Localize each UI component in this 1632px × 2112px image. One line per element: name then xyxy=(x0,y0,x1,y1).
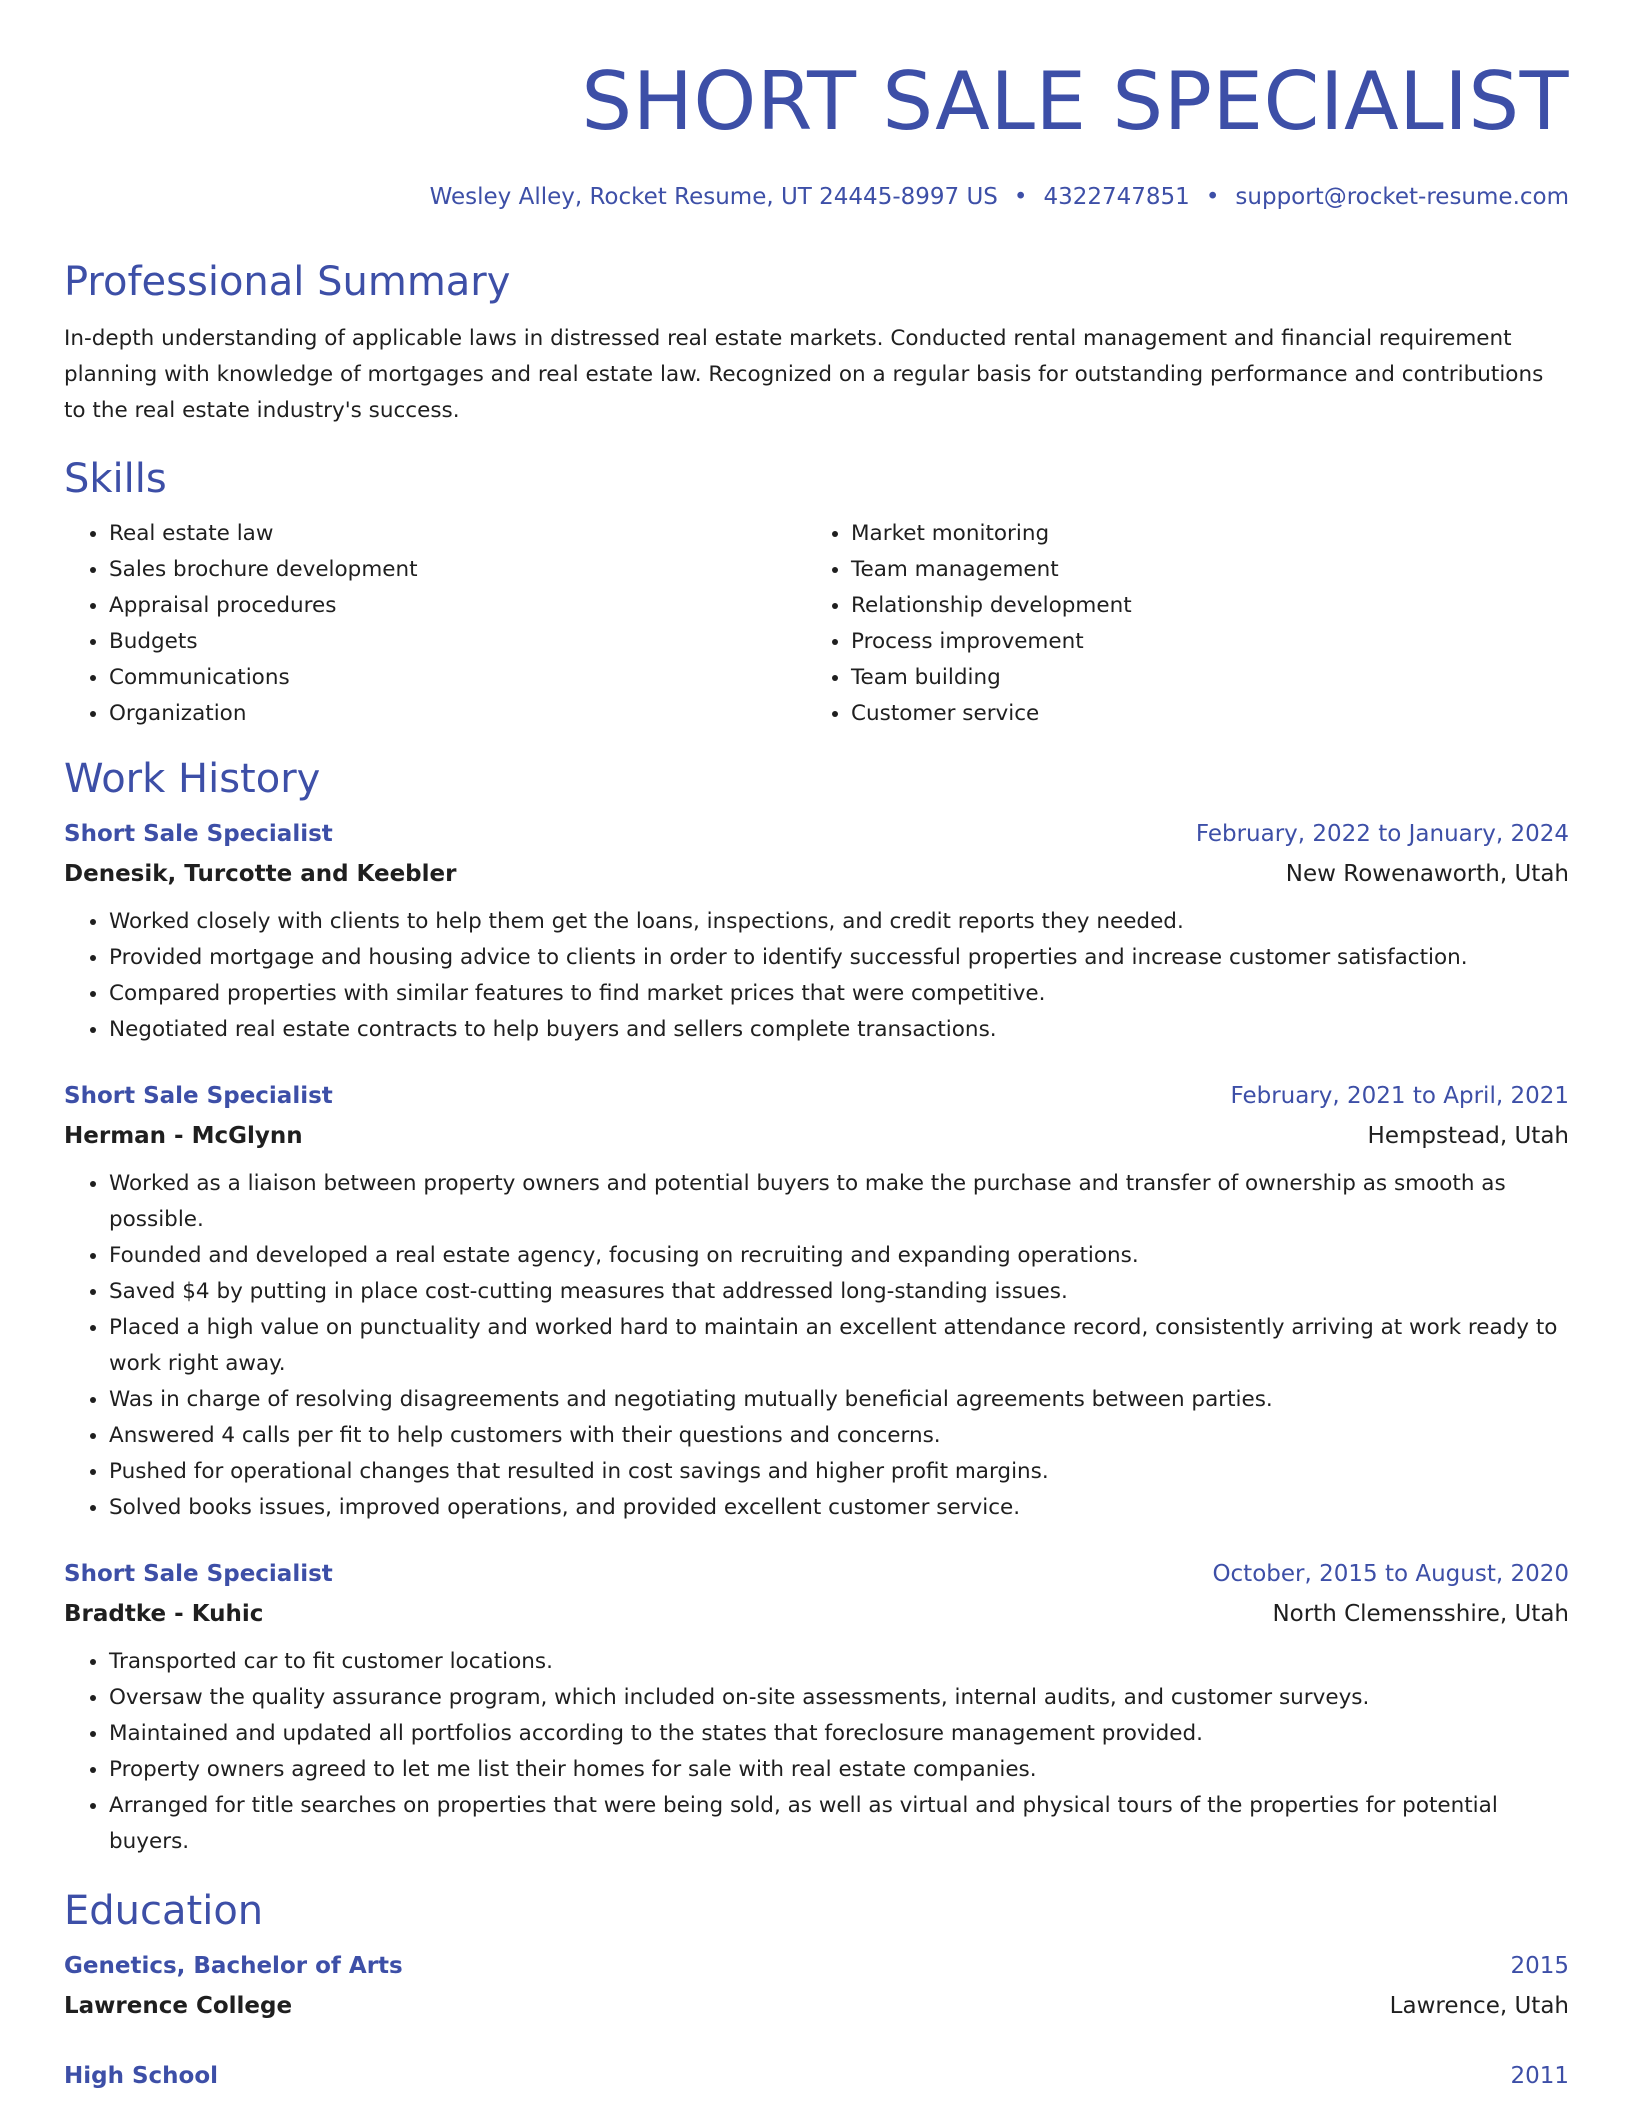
job-bullet: • Founded and developed a real estate agency, focusing on recruiting and expanding operations. xyxy=(109,1238,1569,1274)
education-year: 2015 xyxy=(1510,1953,1569,1979)
skills-heading: Skills xyxy=(64,456,167,502)
job-company: Herman - McGlynn xyxy=(64,1123,303,1149)
skill-item: • Real estate law xyxy=(109,516,806,552)
job-entry xyxy=(64,814,1569,1048)
education-heading: Education xyxy=(64,1888,264,1934)
job-bullet: • Worked closely with clients to help them get the loans, inspections, and credit reports they needed. xyxy=(109,904,1569,940)
skills-list xyxy=(64,516,1569,732)
job-entry xyxy=(64,1076,1569,1526)
contact-address: Wesley Alley, Rocket Resume, UT 24445-8997 US xyxy=(429,184,998,210)
job-bullets xyxy=(64,1166,1569,1526)
job-bullet: • Negotiated real estate contracts to help buyers and sellers complete transactions. xyxy=(109,1012,1569,1048)
job-role: Short Sale Specialist xyxy=(64,1083,333,1109)
job-bullet: • Was in charge of resolving disagreements and negotiating mutually beneficial agreements between parties. xyxy=(109,1382,1569,1418)
job-bullet: • Answered 4 calls per fit to help customers with their questions and concerns. xyxy=(109,1418,1569,1454)
job-bullet: • Oversaw the quality assurance program, which included on-site assessments, internal audits, and customer surveys. xyxy=(109,1680,1569,1716)
job-bullet: • Provided mortgage and housing advice to clients in order to identify successful properties and increase customer satisfaction. xyxy=(109,940,1569,976)
job-dates: February, 2021 to April, 2021 xyxy=(1230,1083,1569,1109)
job-location: New Rowenaworth, Utah xyxy=(1285,861,1569,887)
job-bullets xyxy=(64,904,1569,1048)
skills-column-right xyxy=(806,516,1548,732)
job-bullet: • Compared properties with similar features to find market prices that were competitive. xyxy=(109,976,1569,1012)
skill-item: • Organization xyxy=(109,696,806,732)
job-bullet: • Worked as a liaison between property owners and potential buyers to make the purchase and transfer of ownership as smooth as possible. xyxy=(109,1166,1569,1238)
job-dates: October, 2015 to August, 2020 xyxy=(1212,1561,1569,1587)
education-school: Lawrence College xyxy=(64,1993,293,2019)
job-bullet: • Arranged for title searches on properties that were being sold, as well as virtual and physical tours of the properties for potential buyers. xyxy=(109,1788,1569,1860)
skill-item: • Process improvement xyxy=(851,624,1548,660)
job-role: Short Sale Specialist xyxy=(64,1561,333,1587)
job-dates: February, 2022 to January, 2024 xyxy=(1195,821,1569,847)
job-subheader xyxy=(64,1116,1569,1156)
job-company: Bradtke - Kuhic xyxy=(64,1601,264,1627)
work-history-heading: Work History xyxy=(64,756,321,802)
job-bullet: • Property owners agreed to let me list their homes for sale with real estate companies. xyxy=(109,1752,1569,1788)
education-header xyxy=(64,2056,1569,2096)
skill-item: • Relationship development xyxy=(851,588,1548,624)
job-bullet: • Placed a high value on punctuality and worked hard to maintain an excellent attendance record, consistently arriving at work ready to work right away. xyxy=(109,1310,1569,1382)
job-location: Hempstead, Utah xyxy=(1367,1123,1569,1149)
job-entry xyxy=(64,1554,1569,1860)
skill-item: • Team building xyxy=(851,660,1548,696)
summary-heading: Professional Summary xyxy=(64,259,511,305)
contact-phone: 4322747851 xyxy=(1043,184,1190,210)
contact-separator: • xyxy=(1205,184,1220,210)
skill-item: • Sales brochure development xyxy=(109,552,806,588)
contact-separator: • xyxy=(1013,184,1028,210)
education-year: 2011 xyxy=(1510,2063,1569,2089)
job-bullet: • Pushed for operational changes that resulted in cost savings and higher profit margins. xyxy=(109,1454,1569,1490)
job-header xyxy=(64,1076,1569,1116)
job-header xyxy=(64,814,1569,854)
resume-title: SHORT SALE SPECIALIST xyxy=(581,55,1569,148)
skill-item: • Budgets xyxy=(109,624,806,660)
education-entry xyxy=(64,2056,1569,2096)
contact-email[interactable]: support@rocket-resume.com xyxy=(1235,184,1569,210)
education-entry xyxy=(64,1946,1569,2026)
job-role: Short Sale Specialist xyxy=(64,821,333,847)
job-bullet: • Saved $4 by putting in place cost-cutting measures that addressed long-standing issues. xyxy=(109,1274,1569,1310)
job-bullet: • Solved books issues, improved operations, and provided excellent customer service. xyxy=(109,1490,1569,1526)
resume-page xyxy=(64,0,1569,2096)
skill-item: • Communications xyxy=(109,660,806,696)
job-location: North Clemensshire, Utah xyxy=(1272,1601,1569,1627)
education-subheader xyxy=(64,1986,1569,2026)
education-degree: Genetics, Bachelor of Arts xyxy=(64,1953,403,1979)
skill-item: • Team management xyxy=(851,552,1548,588)
education-location: Lawrence, Utah xyxy=(1389,1993,1569,2019)
job-company: Denesik, Turcotte and Keebler xyxy=(64,861,457,887)
job-subheader xyxy=(64,854,1569,894)
skill-item: • Customer service xyxy=(851,696,1548,732)
education-header xyxy=(64,1946,1569,1986)
job-bullet: • Transported car to fit customer locations. xyxy=(109,1644,1569,1680)
job-bullet: • Maintained and updated all portfolios according to the states that foreclosure management provided. xyxy=(109,1716,1569,1752)
job-bullets xyxy=(64,1644,1569,1860)
skill-item: • Appraisal procedures xyxy=(109,588,806,624)
job-header xyxy=(64,1554,1569,1594)
skill-item: • Market monitoring xyxy=(851,516,1548,552)
job-subheader xyxy=(64,1594,1569,1634)
education-degree: High School xyxy=(64,2063,219,2089)
summary-text: In-depth understanding of applicable laws in distressed real estate markets. Conducted rental management and financial requirement planning with knowledge of mortgages and real estate law. Recognized on a regular basis for outstanding performance and contributions to the real estate industry's success. xyxy=(64,326,1544,423)
contact-line xyxy=(64,182,1569,212)
skills-column-left xyxy=(64,516,806,732)
